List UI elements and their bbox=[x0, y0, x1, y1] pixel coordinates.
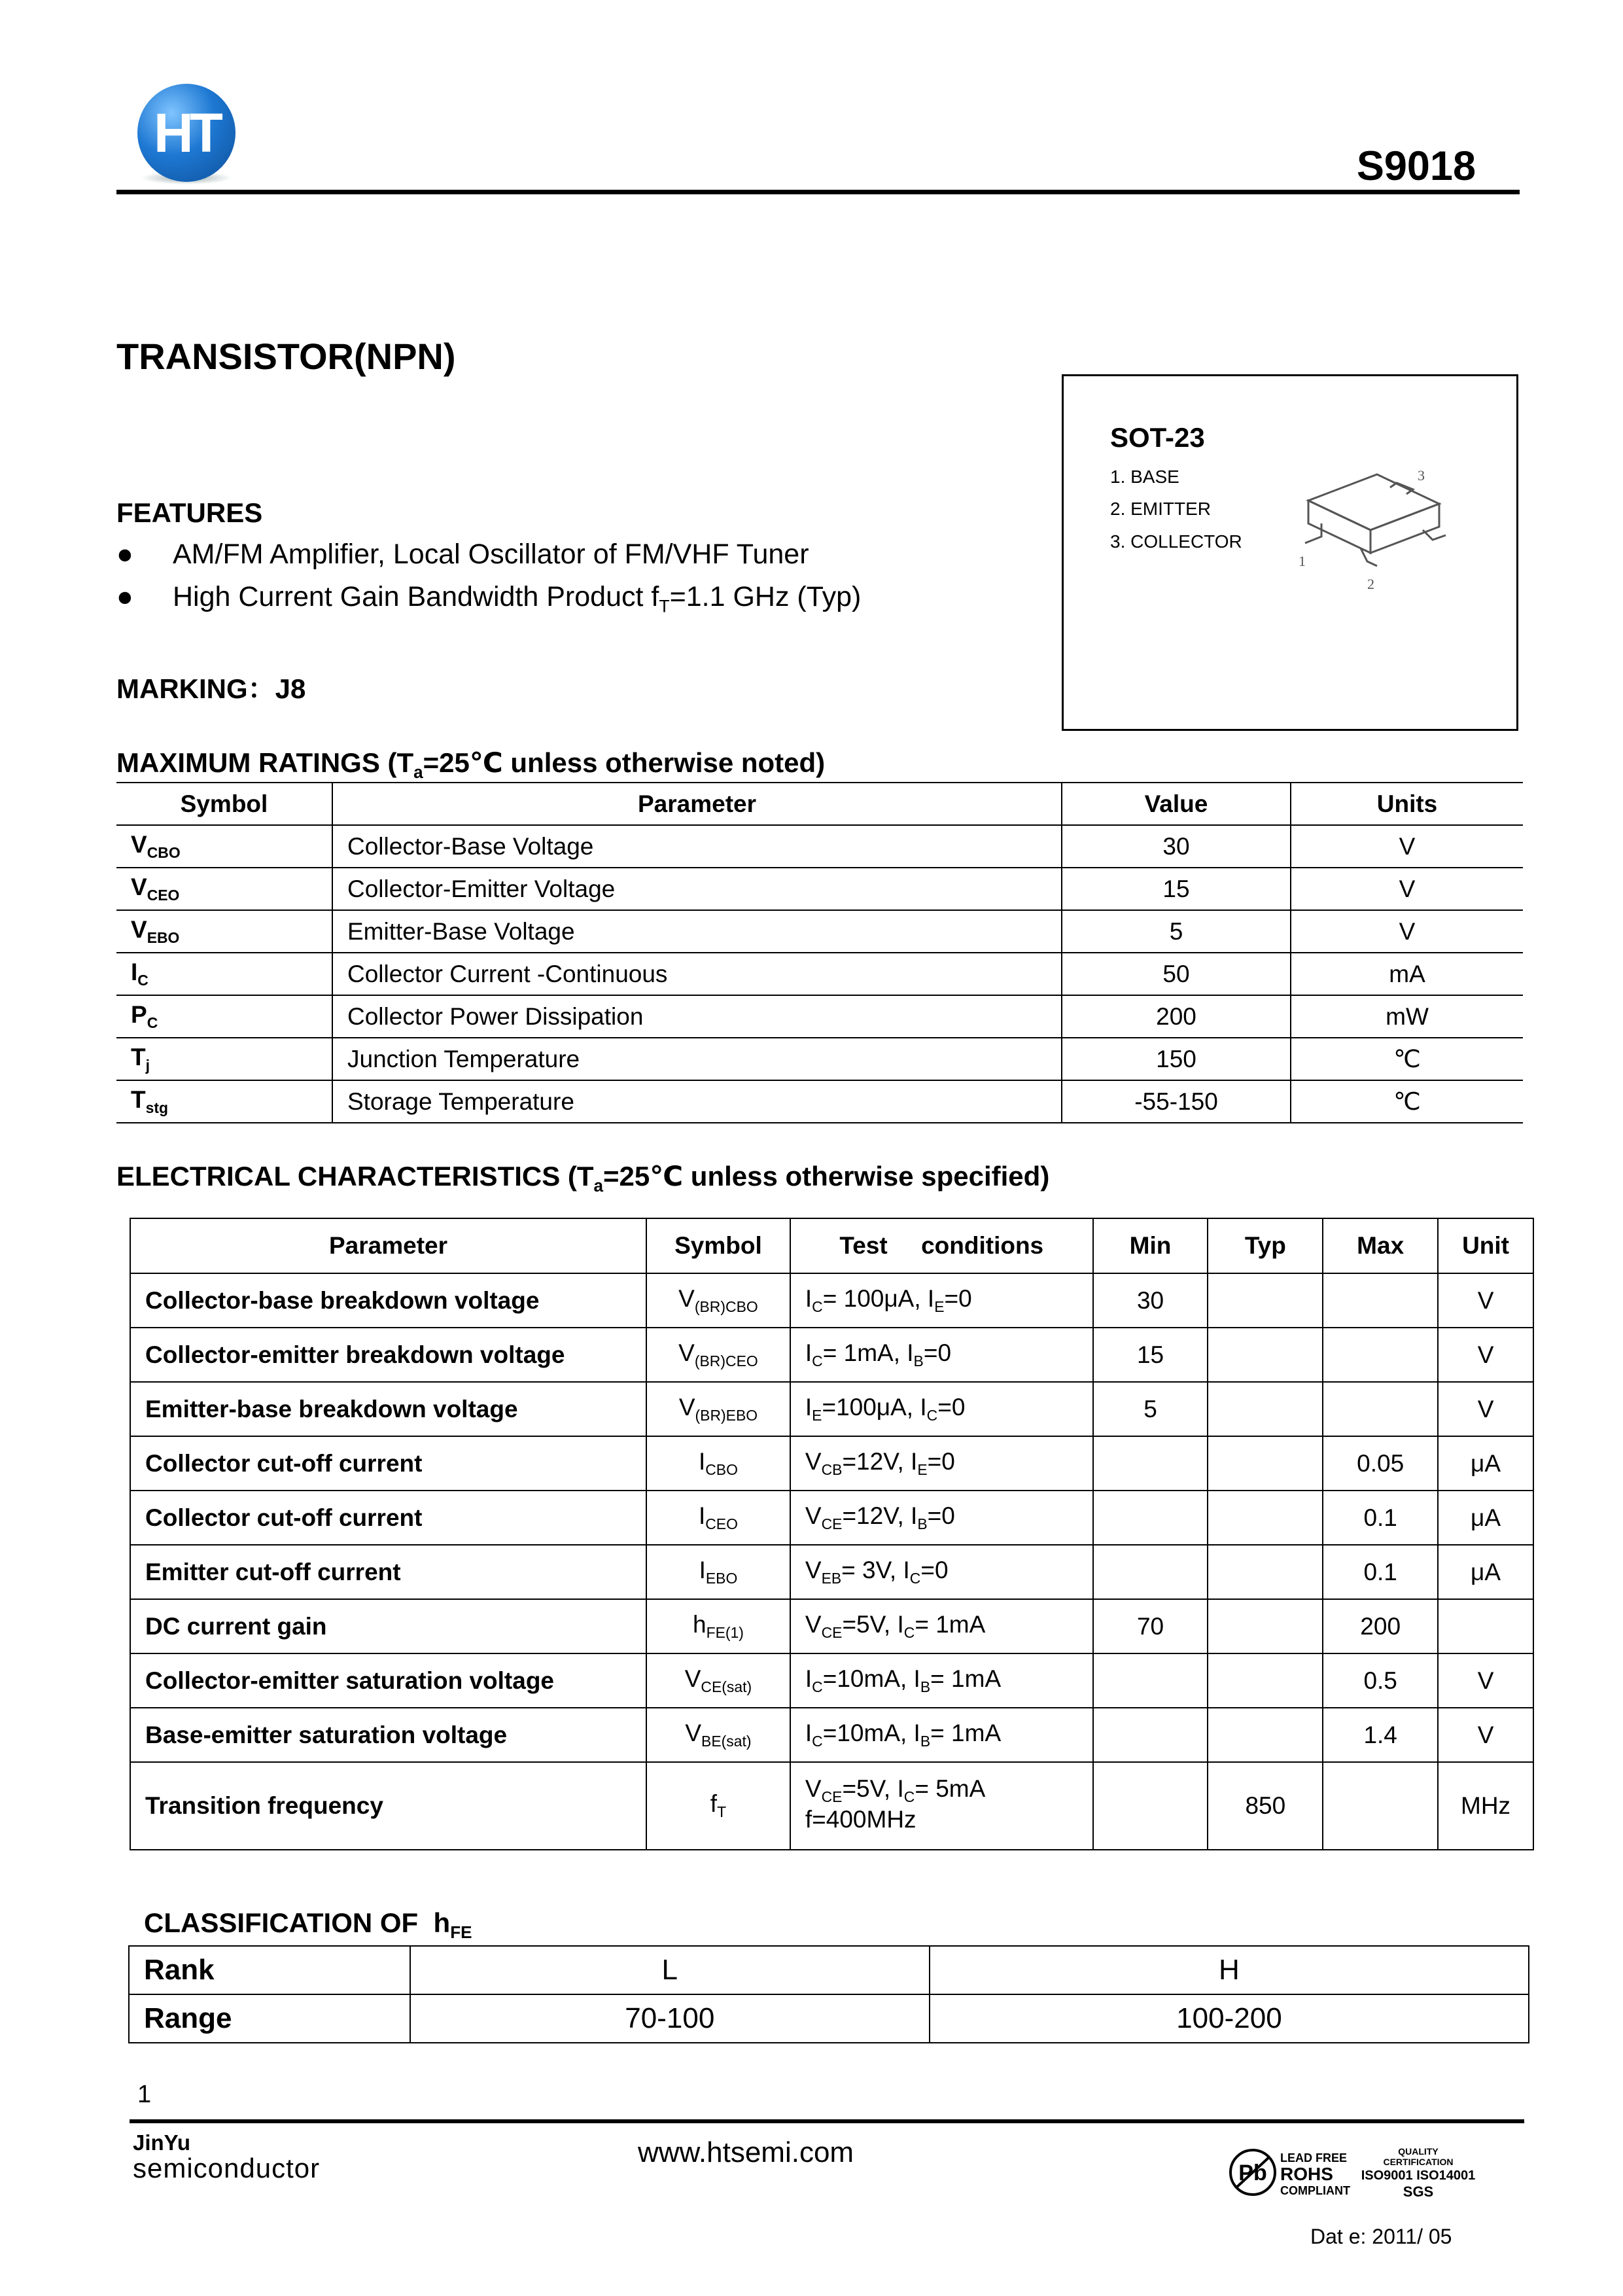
unit-cell: μA bbox=[1438, 1545, 1533, 1599]
max-cell: 0.5 bbox=[1323, 1653, 1438, 1708]
symbol: I bbox=[131, 958, 138, 985]
cond-text: =0 bbox=[937, 1393, 966, 1421]
brand-name: JinYu bbox=[133, 2130, 191, 2155]
table-row bbox=[130, 1436, 1533, 1491]
cert-line: SGS bbox=[1403, 2183, 1434, 2200]
symbol-subscript: CBO bbox=[147, 844, 181, 861]
value-cell: 50 bbox=[1062, 953, 1291, 995]
parameter-cell: Collector Power Dissipation bbox=[332, 995, 1062, 1038]
cond-text: 400MHz bbox=[826, 1806, 916, 1833]
unit-cell: MHz bbox=[1438, 1762, 1533, 1850]
unit-cell: V bbox=[1438, 1273, 1533, 1328]
cond-text: V bbox=[805, 1610, 822, 1638]
cond-subscript: C bbox=[812, 1678, 823, 1695]
cond-text: = 100μA, I bbox=[822, 1284, 935, 1312]
condition-cell bbox=[790, 1436, 1093, 1491]
symbol: V bbox=[131, 915, 147, 943]
symbol: T bbox=[131, 1086, 146, 1113]
cond-text: V bbox=[805, 1775, 822, 1802]
document-date: Dat e: 2011/ 05 bbox=[1310, 2225, 1452, 2248]
max-cell: 0.1 bbox=[1323, 1545, 1438, 1599]
condition-line bbox=[805, 1285, 1092, 1316]
cond-subscript: E bbox=[934, 1298, 945, 1315]
parameter-cell: Base-emitter saturation voltage bbox=[130, 1708, 646, 1762]
symbol: V bbox=[678, 1393, 695, 1421]
column-header: Symbol bbox=[646, 1218, 790, 1273]
table-row bbox=[116, 1038, 1523, 1080]
symbol-cell bbox=[646, 1491, 790, 1545]
range-label: Range bbox=[129, 1994, 410, 2043]
table-row bbox=[130, 1762, 1533, 1850]
symbol-subscript: BE(sat) bbox=[701, 1733, 752, 1750]
pin-label: 2. EMITTER bbox=[1110, 499, 1212, 519]
unit-cell: ℃ bbox=[1291, 1080, 1523, 1123]
parameter-cell: Collector-base breakdown voltage bbox=[130, 1273, 646, 1328]
features-heading: FEATURES bbox=[116, 497, 263, 528]
feature-text: AM/FM Amplifier, Local Oscillator of FM/VHF Tuner bbox=[173, 539, 809, 570]
sot23-package-drawing bbox=[1299, 458, 1469, 609]
parameter-cell: Emitter-Base Voltage bbox=[332, 910, 1062, 953]
pin-label: 1. BASE bbox=[1110, 467, 1179, 487]
symbol-subscript: CEO bbox=[147, 887, 180, 904]
cond-subscript: B bbox=[920, 1733, 931, 1750]
range-value: 100-200 bbox=[930, 1994, 1529, 2043]
symbol: V bbox=[684, 1665, 701, 1692]
heading-text: ELECTRICAL CHARACTERISTICS (T bbox=[116, 1161, 594, 1192]
cond-subscript: C bbox=[909, 1570, 921, 1587]
table-row bbox=[130, 1328, 1533, 1382]
package-name: SOT-23 bbox=[1110, 422, 1205, 453]
value-cell: 30 bbox=[1062, 825, 1291, 868]
cond-text: =0 bbox=[920, 1556, 949, 1583]
cond-text: = 1mA bbox=[915, 1610, 986, 1638]
value-cell: 5 bbox=[1062, 910, 1291, 953]
condition-cell bbox=[790, 1599, 1093, 1653]
footer-rule bbox=[130, 2119, 1524, 2123]
cond-subscript: B bbox=[913, 1352, 924, 1369]
table-row bbox=[130, 1382, 1533, 1436]
cond-text: V bbox=[805, 1502, 822, 1529]
min-cell: 30 bbox=[1093, 1273, 1208, 1328]
heading-text: =25℃ unless otherwise specified) bbox=[603, 1161, 1050, 1192]
symbol-cell bbox=[646, 1382, 790, 1436]
cond-subscript: EB bbox=[821, 1570, 842, 1587]
condition-line bbox=[805, 1557, 1092, 1587]
cert-line: LEAD FREE bbox=[1280, 2151, 1348, 2164]
symbol-cell bbox=[116, 1080, 332, 1123]
symbol: f bbox=[710, 1790, 718, 1818]
cond-text: =10mA, I bbox=[822, 1665, 920, 1692]
max-cell: 0.05 bbox=[1323, 1436, 1438, 1491]
condition-line bbox=[805, 1775, 1092, 1806]
cond-text: =100μA, I bbox=[822, 1393, 927, 1421]
parameter-cell: Collector-emitter saturation voltage bbox=[130, 1653, 646, 1708]
unit-cell: mA bbox=[1291, 953, 1523, 995]
page-title: TRANSISTOR(NPN) bbox=[116, 336, 456, 377]
table-row bbox=[130, 1599, 1533, 1653]
pin-number: 2 bbox=[1367, 576, 1374, 592]
typ-cell bbox=[1208, 1599, 1323, 1653]
parameter-cell: Collector Current -Continuous bbox=[332, 953, 1062, 995]
cond-text: =10mA, I bbox=[822, 1719, 920, 1746]
pin-number: 1 bbox=[1299, 553, 1306, 569]
table-row bbox=[116, 1080, 1523, 1123]
column-header: Parameter bbox=[130, 1218, 646, 1273]
classification-table bbox=[128, 1945, 1529, 2043]
value-cell: 150 bbox=[1062, 1038, 1291, 1080]
cond-subscript: C bbox=[812, 1733, 823, 1750]
symbol: V bbox=[678, 1339, 695, 1366]
symbol-cell bbox=[116, 995, 332, 1038]
feature-subscript: T bbox=[659, 596, 670, 616]
symbol-subscript: (BR)CEO bbox=[694, 1352, 758, 1369]
condition-line bbox=[805, 1502, 1092, 1533]
page-number: 1 bbox=[137, 2081, 152, 2108]
max-cell: 0.1 bbox=[1323, 1491, 1438, 1545]
symbol-cell bbox=[646, 1762, 790, 1850]
symbol-subscript: (BR)CBO bbox=[694, 1298, 758, 1315]
column-header: Max bbox=[1323, 1218, 1438, 1273]
cond-subscript: C bbox=[903, 1788, 915, 1805]
parameter-cell: Collector cut-off current bbox=[130, 1491, 646, 1545]
typ-cell: 850 bbox=[1208, 1762, 1323, 1850]
cond-text: = 1mA, I bbox=[822, 1339, 914, 1366]
cond-text: = 3V, I bbox=[841, 1556, 910, 1583]
typ-cell bbox=[1208, 1653, 1323, 1708]
unit-cell: V bbox=[1291, 910, 1523, 953]
unit-cell: V bbox=[1438, 1382, 1533, 1436]
cond-text: I bbox=[805, 1719, 812, 1746]
symbol: h bbox=[692, 1610, 707, 1638]
cond-subscript: B bbox=[920, 1678, 931, 1695]
cond-text: f= bbox=[805, 1806, 826, 1833]
symbol-cell bbox=[646, 1328, 790, 1382]
table-row bbox=[116, 995, 1523, 1038]
symbol: V bbox=[131, 830, 147, 858]
symbol-cell bbox=[116, 868, 332, 910]
column-header: Typ bbox=[1208, 1218, 1323, 1273]
table-row bbox=[130, 1653, 1533, 1708]
typ-cell bbox=[1208, 1545, 1323, 1599]
cond-text: V bbox=[805, 1556, 822, 1583]
max-ratings-table bbox=[116, 782, 1523, 1123]
condition-cell bbox=[790, 1328, 1093, 1382]
symbol-subscript: EBO bbox=[705, 1570, 738, 1587]
cond-text: =12V, I bbox=[842, 1447, 918, 1475]
unit-cell: V bbox=[1438, 1708, 1533, 1762]
table-row bbox=[116, 953, 1523, 995]
cert-line: ROHS bbox=[1280, 2164, 1333, 2184]
max-cell bbox=[1323, 1762, 1438, 1850]
symbol-subscript: T bbox=[717, 1803, 727, 1821]
heading-subscript: a bbox=[593, 1176, 604, 1196]
symbol: V bbox=[131, 873, 147, 900]
condition-cell bbox=[790, 1653, 1093, 1708]
company-logo bbox=[137, 84, 236, 182]
min-cell: 70 bbox=[1093, 1599, 1208, 1653]
logo-text: HT bbox=[154, 102, 219, 164]
cond-subscript: CE bbox=[821, 1515, 843, 1532]
cert-line: CERTIFICATION bbox=[1383, 2157, 1454, 2167]
symbol-cell bbox=[116, 1038, 332, 1080]
column-header: Symbol bbox=[116, 783, 332, 825]
min-cell bbox=[1093, 1545, 1208, 1599]
min-cell bbox=[1093, 1708, 1208, 1762]
min-cell: 15 bbox=[1093, 1328, 1208, 1382]
heading-subscript: a bbox=[413, 762, 423, 783]
electrical-heading bbox=[116, 1160, 1049, 1196]
unit-cell bbox=[1438, 1599, 1533, 1653]
unit-cell: μA bbox=[1438, 1491, 1533, 1545]
max-cell bbox=[1323, 1328, 1438, 1382]
rank-value: L bbox=[410, 1946, 930, 1994]
part-number: S9018 bbox=[1356, 143, 1476, 189]
cond-text: I bbox=[805, 1284, 812, 1312]
cond-text: I bbox=[805, 1665, 812, 1692]
symbol-cell bbox=[116, 910, 332, 953]
parameter-cell: Collector-Emitter Voltage bbox=[332, 868, 1062, 910]
unit-cell: μA bbox=[1438, 1436, 1533, 1491]
table-header-row bbox=[116, 783, 1523, 825]
heading-text: CLASSIFICATION OF h bbox=[144, 1907, 451, 1938]
heading-text: =25℃ unless otherwise noted) bbox=[423, 747, 826, 778]
unit-cell: V bbox=[1291, 825, 1523, 868]
marking-label: MARKING： bbox=[116, 673, 275, 704]
symbol-subscript: stg bbox=[145, 1099, 169, 1116]
table-header-row bbox=[130, 1218, 1533, 1273]
condition-line bbox=[805, 1394, 1092, 1424]
value-cell: 200 bbox=[1062, 995, 1291, 1038]
typ-cell bbox=[1208, 1708, 1323, 1762]
cond-subscript: CE bbox=[821, 1788, 843, 1805]
symbol-subscript: C bbox=[147, 1014, 158, 1031]
max-cell: 1.4 bbox=[1323, 1708, 1438, 1762]
min-cell bbox=[1093, 1653, 1208, 1708]
symbol-subscript: CE(sat) bbox=[701, 1678, 752, 1695]
rank-label: Rank bbox=[129, 1946, 410, 1994]
max-cell bbox=[1323, 1273, 1438, 1328]
column-header: Test conditions bbox=[790, 1218, 1093, 1273]
parameter-cell: Junction Temperature bbox=[332, 1038, 1062, 1080]
symbol-subscript: EBO bbox=[147, 929, 180, 946]
header-rule bbox=[116, 190, 1520, 194]
typ-cell bbox=[1208, 1382, 1323, 1436]
symbol-subscript: FE(1) bbox=[706, 1624, 744, 1641]
min-cell bbox=[1093, 1436, 1208, 1491]
column-header: Parameter bbox=[332, 783, 1062, 825]
symbol-cell bbox=[116, 953, 332, 995]
pin-number: 3 bbox=[1418, 467, 1425, 484]
parameter-cell: DC current gain bbox=[130, 1599, 646, 1653]
marking-value: J8 bbox=[275, 673, 306, 704]
rank-value: H bbox=[930, 1946, 1529, 1994]
symbol: P bbox=[131, 1000, 147, 1028]
cond-text: I bbox=[805, 1393, 812, 1421]
brand-subtitle: semiconductor bbox=[133, 2153, 321, 2183]
condition-line bbox=[805, 1720, 1092, 1750]
condition-line bbox=[805, 1611, 1092, 1642]
table-row bbox=[129, 1994, 1529, 2043]
feature-text-rest: =1.1 GHz (Typ) bbox=[669, 581, 862, 612]
column-header: Min bbox=[1093, 1218, 1208, 1273]
table-row bbox=[116, 910, 1523, 953]
cond-subscript: C bbox=[903, 1624, 915, 1641]
feature-item bbox=[116, 539, 809, 571]
cond-subscript: E bbox=[917, 1461, 928, 1478]
symbol-subscript: CEO bbox=[705, 1515, 738, 1532]
cond-subscript: CB bbox=[821, 1461, 843, 1478]
cond-subscript: E bbox=[812, 1407, 822, 1424]
condition-cell bbox=[790, 1545, 1093, 1599]
value-cell: -55-150 bbox=[1062, 1080, 1291, 1123]
symbol-cell bbox=[116, 825, 332, 868]
max-cell: 200 bbox=[1323, 1599, 1438, 1653]
condition-cell bbox=[790, 1708, 1093, 1762]
cond-text: I bbox=[805, 1339, 812, 1366]
parameter-cell: Emitter-base breakdown voltage bbox=[130, 1382, 646, 1436]
column-header: Value bbox=[1062, 783, 1291, 825]
lead-free-icon bbox=[1227, 2146, 1279, 2199]
cond-text: V bbox=[805, 1447, 822, 1475]
website-link[interactable]: www.htsemi.com bbox=[638, 2136, 854, 2168]
cond-subscript: C bbox=[926, 1407, 938, 1424]
cond-subscript: CE bbox=[821, 1624, 843, 1641]
marking bbox=[116, 667, 305, 707]
condition-cell bbox=[790, 1273, 1093, 1328]
parameter-cell: Collector-Base Voltage bbox=[332, 825, 1062, 868]
range-value: 70-100 bbox=[410, 1994, 930, 2043]
feature-item bbox=[116, 581, 861, 616]
cond-subscript: B bbox=[917, 1515, 928, 1532]
column-header: Units bbox=[1291, 783, 1523, 825]
condition-cell bbox=[790, 1382, 1093, 1436]
symbol: T bbox=[131, 1043, 146, 1070]
cert-line: ISO9001 ISO14001 bbox=[1361, 2168, 1476, 2183]
cond-text: = 5mA bbox=[915, 1775, 986, 1802]
symbol: I bbox=[698, 1447, 706, 1475]
symbol: I bbox=[699, 1556, 706, 1583]
min-cell bbox=[1093, 1491, 1208, 1545]
bullet-icon: ● bbox=[116, 581, 133, 612]
symbol-subscript: (BR)EBO bbox=[695, 1407, 758, 1424]
unit-cell: mW bbox=[1291, 995, 1523, 1038]
cond-text: =5V, I bbox=[842, 1775, 904, 1802]
table-row bbox=[129, 1946, 1529, 1994]
min-cell bbox=[1093, 1762, 1208, 1850]
symbol: V bbox=[678, 1284, 695, 1312]
typ-cell bbox=[1208, 1436, 1323, 1491]
symbol-cell bbox=[646, 1273, 790, 1328]
condition-line bbox=[805, 1665, 1092, 1696]
heading-subscript: FE bbox=[450, 1922, 472, 1943]
condition-cell bbox=[790, 1762, 1093, 1850]
unit-cell: V bbox=[1438, 1653, 1533, 1708]
cond-text: =12V, I bbox=[842, 1502, 918, 1529]
cert-line: COMPLIANT bbox=[1280, 2184, 1350, 2197]
cond-text: = 1mA bbox=[930, 1719, 1002, 1746]
column-header: Unit bbox=[1438, 1218, 1533, 1273]
cond-text: =0 bbox=[923, 1339, 952, 1366]
typ-cell bbox=[1208, 1328, 1323, 1382]
quality-cert-text bbox=[1353, 2146, 1484, 2200]
symbol: V bbox=[685, 1719, 702, 1746]
parameter-cell: Transition frequency bbox=[130, 1762, 646, 1850]
table-row bbox=[130, 1708, 1533, 1762]
symbol-subscript: j bbox=[145, 1057, 150, 1074]
parameter-cell: Emitter cut-off current bbox=[130, 1545, 646, 1599]
min-cell: 5 bbox=[1093, 1382, 1208, 1436]
symbol-cell bbox=[646, 1708, 790, 1762]
typ-cell bbox=[1208, 1273, 1323, 1328]
feature-text: High Current Gain Bandwidth Product f bbox=[173, 581, 659, 612]
condition-line bbox=[805, 1448, 1092, 1479]
symbol-subscript: C bbox=[137, 972, 148, 989]
table-row bbox=[116, 868, 1523, 910]
lead-free-text: Pb bbox=[1238, 2161, 1267, 2185]
symbol-cell bbox=[646, 1545, 790, 1599]
max-ratings-heading bbox=[116, 747, 825, 783]
max-cell bbox=[1323, 1382, 1438, 1436]
bullet-icon: ● bbox=[116, 539, 133, 570]
unit-cell: ℃ bbox=[1291, 1038, 1523, 1080]
cond-text: =0 bbox=[927, 1502, 955, 1529]
condition-line bbox=[805, 1339, 1092, 1370]
table-row bbox=[130, 1545, 1533, 1599]
table-row bbox=[130, 1491, 1533, 1545]
cond-text: =5V, I bbox=[842, 1610, 904, 1638]
cert-line: QUALITY bbox=[1398, 2146, 1439, 2157]
parameter-cell: Collector cut-off current bbox=[130, 1436, 646, 1491]
table-row bbox=[130, 1273, 1533, 1328]
unit-cell: V bbox=[1438, 1328, 1533, 1382]
electrical-table bbox=[130, 1218, 1534, 1850]
symbol-cell bbox=[646, 1653, 790, 1708]
symbol-cell bbox=[646, 1436, 790, 1491]
classification-heading bbox=[144, 1907, 472, 1943]
parameter-cell: Collector-emitter breakdown voltage bbox=[130, 1328, 646, 1382]
cond-subscript: C bbox=[812, 1298, 823, 1315]
symbol-subscript: CBO bbox=[705, 1461, 738, 1478]
value-cell: 15 bbox=[1062, 868, 1291, 910]
cond-text: =0 bbox=[944, 1284, 972, 1312]
pin-label: 3. COLLECTOR bbox=[1110, 531, 1242, 552]
symbol: I bbox=[698, 1502, 706, 1529]
unit-cell: V bbox=[1291, 868, 1523, 910]
heading-text: MAXIMUM RATINGS (T bbox=[116, 747, 414, 778]
typ-cell bbox=[1208, 1491, 1323, 1545]
condition-line bbox=[805, 1806, 1092, 1837]
cond-subscript: C bbox=[812, 1352, 823, 1369]
symbol-cell bbox=[646, 1599, 790, 1653]
table-row bbox=[116, 825, 1523, 868]
condition-cell bbox=[790, 1491, 1093, 1545]
parameter-cell: Storage Temperature bbox=[332, 1080, 1062, 1123]
cond-text: = 1mA bbox=[930, 1665, 1002, 1692]
cond-text: =0 bbox=[927, 1447, 955, 1475]
